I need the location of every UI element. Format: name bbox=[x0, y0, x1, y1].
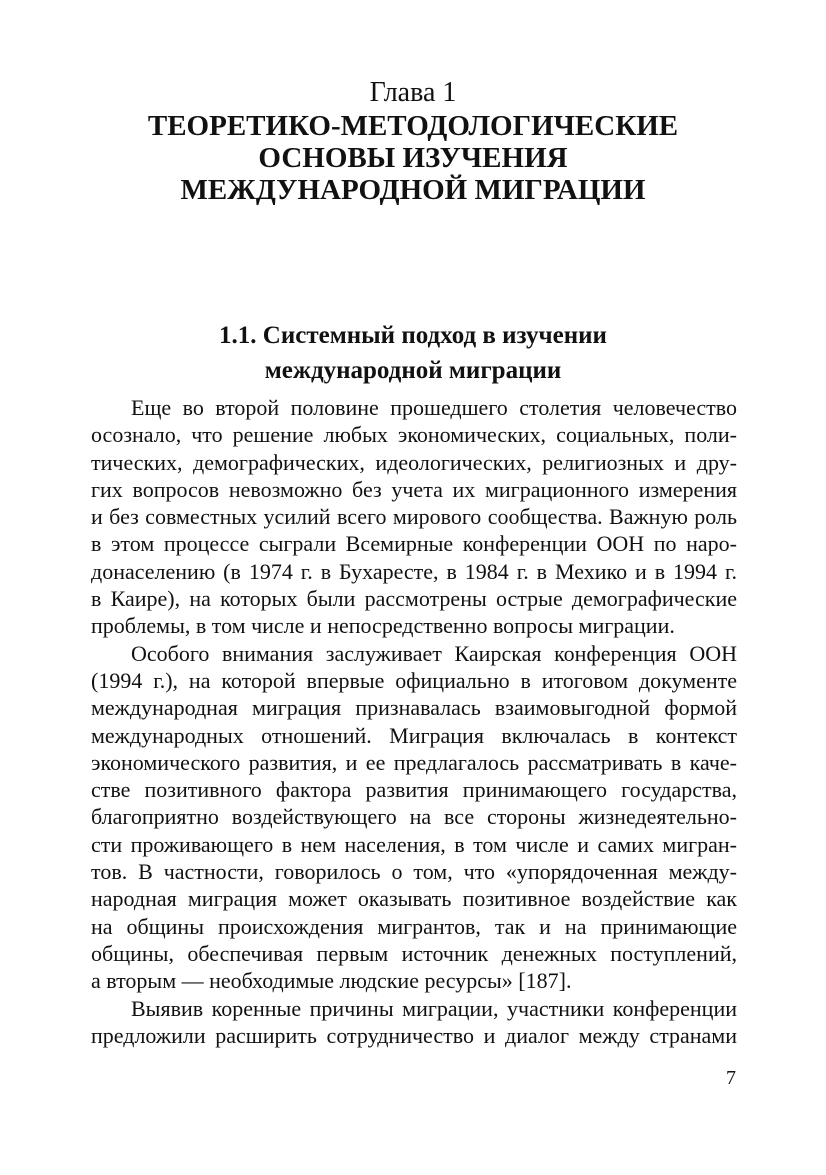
chapter-label: Глава 1 bbox=[369, 77, 457, 108]
paragraph bbox=[91, 995, 737, 1050]
text-line: Выявив коренные причины миграции, участники конференции bbox=[131, 995, 737, 1021]
text-line: (1994 г.), на которой впервые официально в итоговом документе bbox=[91, 667, 737, 693]
chapter-title-line: МЕЖДУНАРОДНОЙ МИГРАЦИИ bbox=[180, 174, 646, 206]
text-line: донаселению (в 1974 г. в Бухаресте, в 1984 г. в Мехико и в 1994 г. bbox=[91, 558, 737, 584]
text-line: международная миграция признавалась взаимовыгодной формой bbox=[91, 695, 737, 721]
text-line: а вторым — необходимые людские ресурсы» [187]. bbox=[91, 968, 572, 994]
chapter-title bbox=[90, 110, 736, 206]
text-line: тических, демографических, идеологических, религиозных и дру- bbox=[91, 449, 737, 475]
text-line: Особого внимания заслуживает Каирская конференция ООН bbox=[131, 640, 737, 666]
text-line: осознало, что решение любых экономических, социальных, поли- bbox=[91, 422, 737, 448]
text-line: на общины происхождения мигрантов, так и на принимающие bbox=[91, 913, 737, 939]
text-line: гих вопросов невозможно без учета их миграционного измерения bbox=[91, 476, 737, 502]
body-text bbox=[91, 394, 737, 1049]
text-line: Еще во второй половине прошедшего столетия человечество bbox=[131, 395, 737, 420]
section-title bbox=[120, 318, 706, 388]
text-line: народная миграция может оказывать позитивное воздействие как bbox=[91, 886, 737, 912]
text-line: тов. В частности, говорилось о том, что «упорядоченная между- bbox=[91, 859, 737, 885]
text-line: экономического развития, и ее предлагалось рассматривать в каче- bbox=[91, 749, 737, 775]
chapter-title-line: ТЕОРЕТИКО-МЕТОДОЛОГИЧЕСКИЕ bbox=[147, 110, 679, 142]
text-line: сти проживающего в нем населения, в том числе и самих мигран- bbox=[91, 831, 737, 857]
chapter-title-line: ОСНОВЫ ИЗУЧЕНИЯ bbox=[258, 142, 568, 174]
text-line: в этом процессе сыграли Всемирные конференции ООН по наро- bbox=[91, 531, 737, 557]
text-line: благоприятно воздействующего на все стороны жизнедеятельно- bbox=[91, 804, 737, 830]
text-line: проблемы, в том числе и непосредственно вопросы миграции. bbox=[91, 613, 675, 639]
text-line: предложили расширить сотрудничество и диалог между странами bbox=[91, 1022, 737, 1048]
text-line: стве позитивного фактора развития принимающего государства, bbox=[91, 777, 737, 803]
paragraph bbox=[91, 394, 737, 640]
paragraph bbox=[91, 640, 737, 995]
text-line: международных отношений. Миграция включалась в контекст bbox=[91, 722, 737, 748]
section-title-line: 1.1. Системный подход в изучении bbox=[219, 322, 607, 349]
text-line: в Каире), на которых были рассмотрены острые демографические bbox=[91, 586, 737, 612]
section-title-line: международной миграции bbox=[264, 357, 562, 384]
text-line: и без совместных усилий всего мирового сообщества. Важную роль bbox=[91, 504, 737, 530]
page-number: 7 bbox=[726, 1067, 736, 1089]
text-line: общины, обеспечивая первым источник денежных поступлений, bbox=[91, 940, 737, 966]
